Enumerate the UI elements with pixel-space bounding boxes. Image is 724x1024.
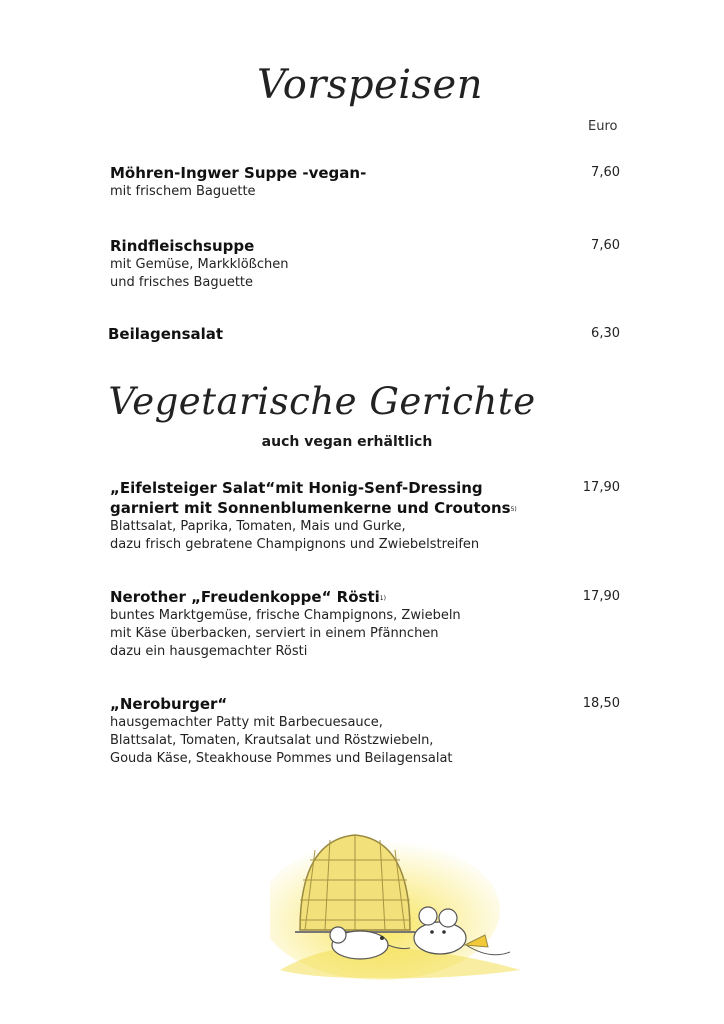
item-price: 7,60 (591, 165, 620, 180)
item-desc: buntes Marktgemüse, frische Champignons, Zwiebeln (110, 608, 461, 623)
footnote-marker: 5) (510, 506, 517, 513)
item-desc: Blattsalat, Tomaten, Krautsalat und Röstzwiebeln, (110, 733, 434, 748)
menu-item-eifelsteiger-salad (110, 478, 620, 554)
item-price: 18,50 (582, 696, 620, 711)
menu-item-carrot-soup (110, 163, 620, 201)
cheese-and-mice-icon (270, 820, 530, 990)
item-price: 17,90 (582, 480, 620, 495)
item-desc: mit Gemüse, Markklößchen (110, 257, 289, 272)
item-desc: Gouda Käse, Steakhouse Pommes und Beilagensalat (110, 751, 453, 766)
currency-label: Euro (588, 119, 618, 134)
item-desc: dazu ein hausgemachter Rösti (110, 644, 308, 659)
item-price: 6,30 (591, 326, 620, 341)
menu-item-roesti (110, 587, 620, 661)
item-name: Beilagensalat (108, 325, 224, 343)
item-name: „Eifelsteiger Salat“mit Honig-Senf-Dressing (110, 479, 483, 497)
item-name-line2: garniert mit Sonnenblumenkerne und Croutons$^{5)}$ (110, 499, 517, 517)
item-desc: mit Käse überbacken, serviert in einem Pfännchen (110, 626, 439, 641)
item-desc: Blattsalat, Paprika, Tomaten, Mais und Gurke, (110, 519, 406, 534)
section-subtitle: auch vegan erhältlich (261, 434, 433, 450)
item-name: Möhren-Ingwer Suppe -vegan- (110, 164, 367, 182)
item-name: Nerother „Freudenkoppe“ Rösti$^{1)}$ (110, 588, 386, 606)
item-name: „Neroburger“ (110, 695, 228, 713)
menu-item-neroburger (110, 694, 620, 768)
item-price: 17,90 (582, 589, 620, 604)
item-desc: und frisches Baguette (110, 275, 254, 290)
menu-item-side-salad (108, 324, 620, 344)
section-title-starters: Vorspeisen (257, 62, 483, 108)
item-name: Rindfleischsuppe (110, 237, 255, 255)
item-price: 7,60 (591, 238, 620, 253)
section-title-vegetarian: Vegetarische Gerichte (108, 380, 536, 423)
menu-item-beef-soup (110, 236, 620, 292)
item-desc: mit frischem Baguette (110, 184, 256, 199)
item-desc: dazu frisch gebratene Champignons und Zwiebelstreifen (110, 537, 480, 552)
item-desc: hausgemachter Patty mit Barbecuesauce, (110, 715, 383, 730)
footnote-marker: 1) (379, 595, 386, 602)
